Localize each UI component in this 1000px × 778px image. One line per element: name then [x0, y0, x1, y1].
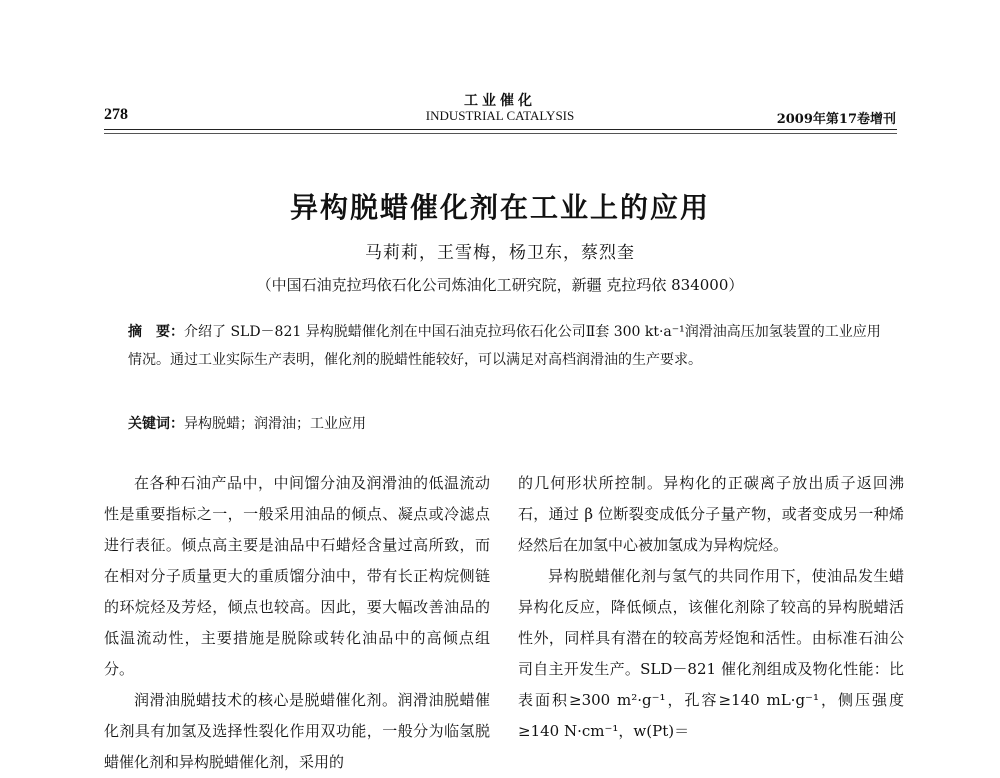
issue-label: 2009年第17卷增刊	[776, 112, 896, 127]
header-rule	[104, 129, 897, 130]
body-paragraph: 异构脱蜡催化剂与氢气的共同作用下，使油品发生蜡异构化反应，降低倾点，该催化剂除了较高的异构脱蜡活性外，同样具有潜在的较高芳烃饱和活性。由标准石油公司自主开发生产。SLD－821 催化剂组成及物化性能：比表面积≥300 m²·g⁻¹，孔容≥140 mL·g⁻¹，侧压强度≥140 N·cm⁻¹，w(Pt)＝	[518, 567, 904, 740]
authors: 马莉莉，王雪梅，杨卫东，蔡烈奎	[365, 243, 635, 263]
article-title: 异构脱蜡催化剂在工业上的应用	[289, 191, 710, 224]
abstract	[128, 318, 888, 374]
keywords-label: 关键词：	[128, 416, 184, 432]
body-paragraph: 润滑油脱蜡技术的核心是脱蜡催化剂。润滑油脱蜡催化剂具有加氢及选择性裂化作用双功能，一般分为临氢脱蜡催化剂和异构脱蜡催化剂，采用的	[104, 691, 490, 771]
body-column-right	[518, 468, 904, 747]
page-number: 278	[104, 106, 128, 123]
header-rule-secondary	[104, 133, 897, 134]
abstract-text: 介绍了 SLD－821 异构脱蜡催化剂在中国石油克拉玛依石化公司Ⅱ套 300 kt·a⁻¹润滑油高压加氢装置的工业应用情况。通过工业实际生产表明，催化剂的脱蜡性能较好，可以满足对高档润滑油的生产要求。	[128, 324, 881, 368]
affiliation: （中国石油克拉玛依石化公司炼油化工研究院，新疆 克拉玛依 834000）	[256, 276, 744, 294]
body-paragraph: 在各种石油产品中，中间馏分油及润滑油的低温流动性是重要指标之一，一般采用油品的倾点、凝点或冷滤点进行表征。倾点高主要是油品中石蜡烃含量过高所致，而在相对分子质量更大的重质馏分油中，带有长正构烷侧链的环烷烃及芳烃，倾点也较高。因此，要大幅改善油品的低温流动性，主要措施是脱除或转化油品中的高倾点组分。	[104, 474, 490, 678]
abstract-label: 摘 要：	[128, 324, 184, 340]
body-paragraph: 的几何形状所控制。异构化的正碳离子放出质子返回沸石，通过 β 位断裂变成低分子量产物，或者变成另一种烯烃然后在加氢中心被加氢成为异构烷烃。	[518, 474, 904, 554]
body-column-left	[104, 468, 490, 778]
keywords	[128, 410, 888, 438]
keywords-text: 异构脱蜡；润滑油；工业应用	[184, 416, 366, 432]
journal-title-en: INDUSTRIAL CATALYSIS	[425, 108, 575, 123]
journal-title-cn: 工业催化	[464, 93, 536, 109]
